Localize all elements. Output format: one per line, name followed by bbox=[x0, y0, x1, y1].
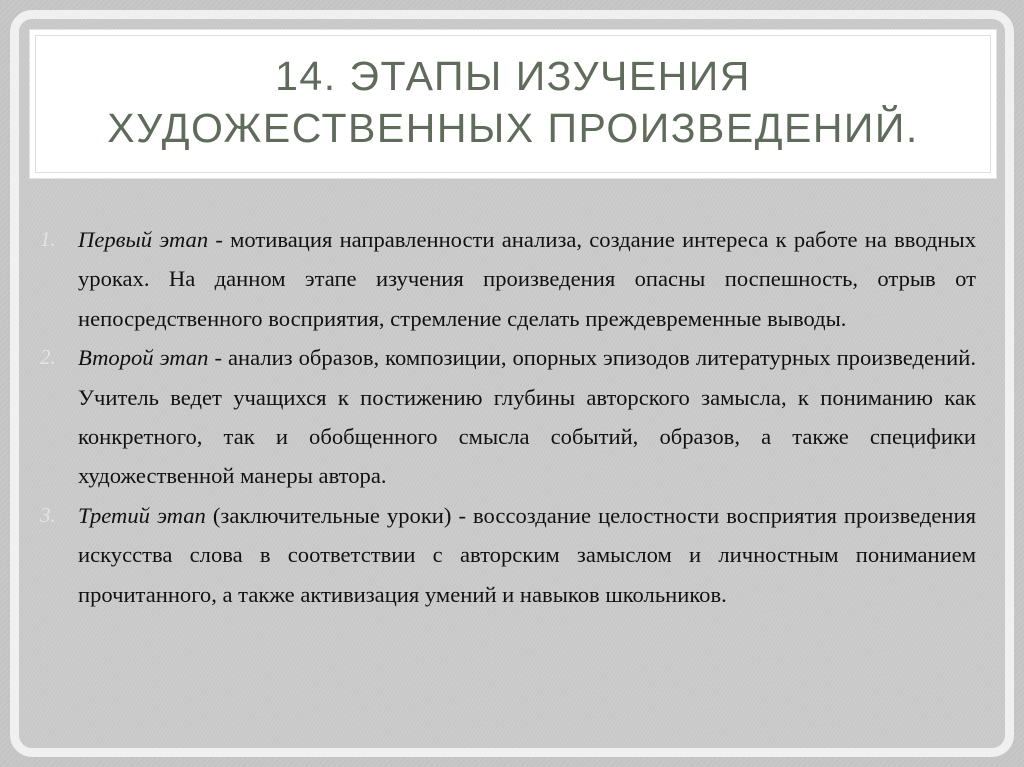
list-item-stage-3 bbox=[40, 496, 976, 614]
stage-name: Второй этап - bbox=[78, 345, 222, 371]
stage-name: Третий этап bbox=[78, 502, 206, 528]
stage-description: анализ образов, композиции, опорных эпизодов литературных произведений. Учитель ведет учащихся к постижению глубины авторского замысла, к пониманию как конкретного, так и обобщенного смысла событий, образов, а также специфики художественной манеры автора. bbox=[78, 345, 976, 489]
list-number: 2. bbox=[40, 345, 56, 370]
stage-name: Первый этап bbox=[78, 227, 209, 252]
list-item-stage-2 bbox=[40, 338, 976, 496]
stage-description: - мотивация направленности анализа, создание интереса к работе на вводных уроках. На данном этапе изучения произведения опасны поспешность, отрыв от непосредственного восприятия, стремление сделать преждевременные выводы. bbox=[78, 227, 976, 331]
title-box bbox=[30, 30, 996, 178]
list-number: 3. bbox=[40, 502, 56, 527]
list-number: 1. bbox=[40, 227, 56, 251]
list-item-stage-1 bbox=[40, 220, 976, 338]
stage-description: (заключительные уроки) - воссоздание целостности восприятия произведения искусства слова в соответствии с авторским замыслом и личностным пониманием прочитанного, а также активизация умений и навыков школьников. bbox=[78, 502, 976, 607]
slide-title: 14. ЭТАПЫ ИЗУЧЕНИЯ ХУДОЖЕСТВЕННЫХ ПРОИЗВЕДЕНИЙ. bbox=[107, 53, 919, 151]
stages-list bbox=[40, 220, 976, 614]
